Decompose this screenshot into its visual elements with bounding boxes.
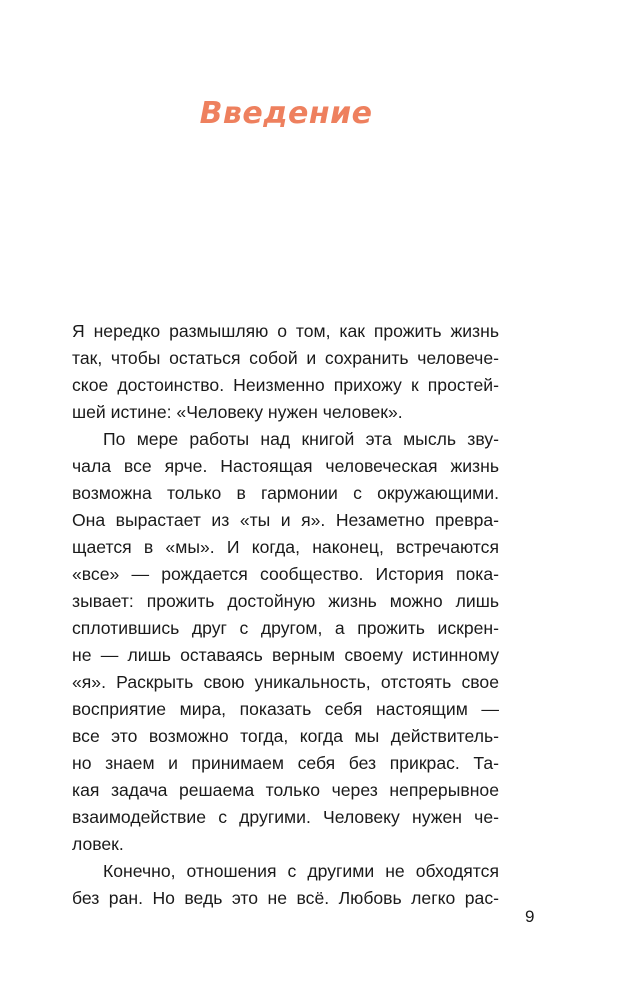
text-line: По мере работы над книгой эта мысль зву- — [103, 429, 499, 449]
text-line: Она вырастает из «ты и я». Незаметно превра- — [72, 510, 499, 530]
paragraph-2 — [72, 426, 499, 858]
text-line: взаимодействие с другими. Человеку нужен че- — [72, 807, 499, 827]
body-text — [72, 318, 499, 912]
paragraph-1 — [72, 318, 499, 426]
text-line: шей истине: «Человеку нужен человек». — [72, 402, 403, 422]
text-line: без ран. Но ведь это не всё. Любовь легко рас- — [72, 888, 499, 908]
text-line: ловек. — [72, 834, 124, 854]
paragraph-3 — [72, 858, 499, 912]
text-line: все это возможно тогда, когда мы действитель- — [72, 726, 499, 746]
text-line: Я нередко размышляю о том, как прожить жизнь — [72, 321, 499, 341]
text-line: восприятие мира, показать себя настоящим — — [72, 699, 499, 719]
text-line: сплотившись друг с другом, а прожить искрен- — [72, 618, 499, 638]
text-line: «все» — рождается сообщество. История пока- — [72, 564, 499, 584]
text-line: возможна только в гармонии с окружающими. — [72, 483, 499, 503]
text-line: чала все ярче. Настоящая человеческая жизнь — [72, 456, 499, 476]
text-line: ское достоинство. Неизменно прихожу к простей- — [72, 375, 499, 395]
page-number: 9 — [525, 907, 535, 926]
chapter-title: Введение — [199, 96, 373, 131]
text-line: не — лишь оставаясь верным своему истинному — [72, 645, 499, 665]
text-line: Конечно, отношения с другими не обходятся — [103, 861, 499, 881]
text-line: но знаем и принимаем себя без прикрас. Та- — [72, 753, 499, 773]
text-line: кая задача решаема только через непрерывное — [72, 780, 499, 800]
text-line: щается в «мы». И когда, наконец, встречаются — [72, 537, 499, 557]
text-line: зывает: прожить достойную жизнь можно лишь — [72, 591, 499, 611]
text-line: «я». Раскрыть свою уникальность, отстоять свое — [72, 672, 499, 692]
text-line: так, чтобы остаться собой и сохранить человече- — [72, 348, 499, 368]
